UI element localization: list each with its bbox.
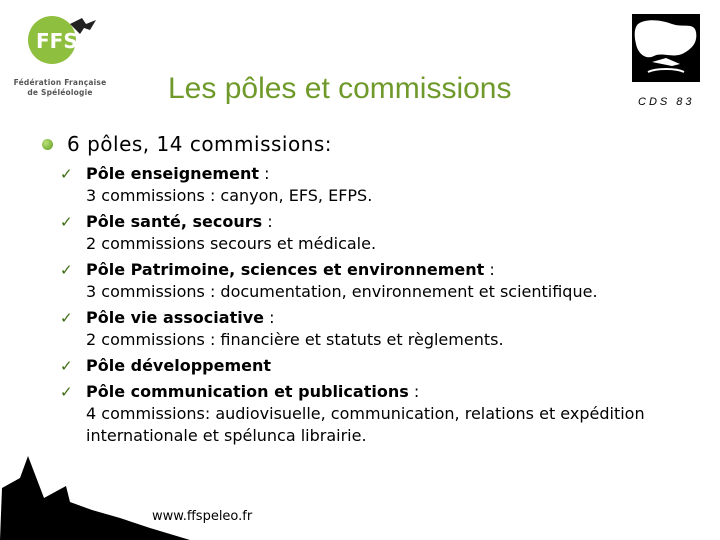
pole-name: Pôle vie associative [86, 308, 264, 327]
green-bullet-icon [42, 139, 53, 150]
list-item [60, 355, 700, 377]
checkmark-icon: ✓ [60, 213, 73, 231]
checkmark-icon: ✓ [60, 165, 73, 183]
list-item [60, 259, 700, 303]
pole-desc: 4 commissions: audiovisuelle, communication, relations et expédition internationale et spélunca librairie. [86, 404, 645, 445]
pole-desc: 2 commissions secours et médicale. [86, 234, 377, 253]
cds-logo-text: CDS 83 [638, 96, 695, 108]
checkmark-icon: ✓ [60, 357, 73, 375]
cds-emblem-icon [632, 14, 700, 82]
pole-sep: : [258, 164, 270, 183]
ffs-logo-line2: de Spéléologie [27, 88, 93, 97]
pole-name: Pôle enseignement [86, 164, 259, 183]
pole-sep: : [484, 260, 495, 279]
bat-silhouette-icon [0, 448, 200, 540]
checkmark-icon: ✓ [60, 261, 73, 279]
cds-logo [630, 14, 708, 108]
checkmark-icon: ✓ [60, 383, 73, 401]
ffs-emblem-icon [26, 10, 98, 74]
ffs-letters: FFS [36, 29, 78, 53]
pole-name: Pôle communication et publications [86, 382, 409, 401]
ffs-logo-line1: Fédération Française [13, 78, 107, 87]
section-heading [42, 132, 332, 156]
footer-url[interactable]: www.ffspeleo.fr [152, 509, 253, 524]
list-item [60, 163, 700, 207]
list-item [60, 211, 700, 255]
page-title: Les pôles et commissions [168, 72, 512, 105]
pole-desc: 2 commissions : financière et statuts et règlements. [86, 330, 504, 349]
pole-desc: 3 commissions : canyon, EFS, EFPS. [86, 186, 373, 205]
list-item [60, 381, 700, 447]
pole-name: Pôle santé, secours [86, 212, 263, 231]
pole-desc: 3 commissions : documentation, environnement et scientifique. [86, 282, 598, 301]
checkmark-icon: ✓ [60, 309, 73, 327]
heading-text: 6 pôles, 14 commissions: [67, 132, 333, 156]
pole-name: Pôle développement [86, 356, 272, 375]
pole-sep: : [408, 382, 420, 401]
ffs-logo [8, 10, 112, 106]
pole-name: Pôle Patrimoine, sciences et environnement [86, 260, 485, 279]
list-item [60, 307, 700, 351]
pole-sep: : [262, 212, 273, 231]
poles-list [60, 163, 700, 451]
pole-sep: : [263, 308, 275, 327]
